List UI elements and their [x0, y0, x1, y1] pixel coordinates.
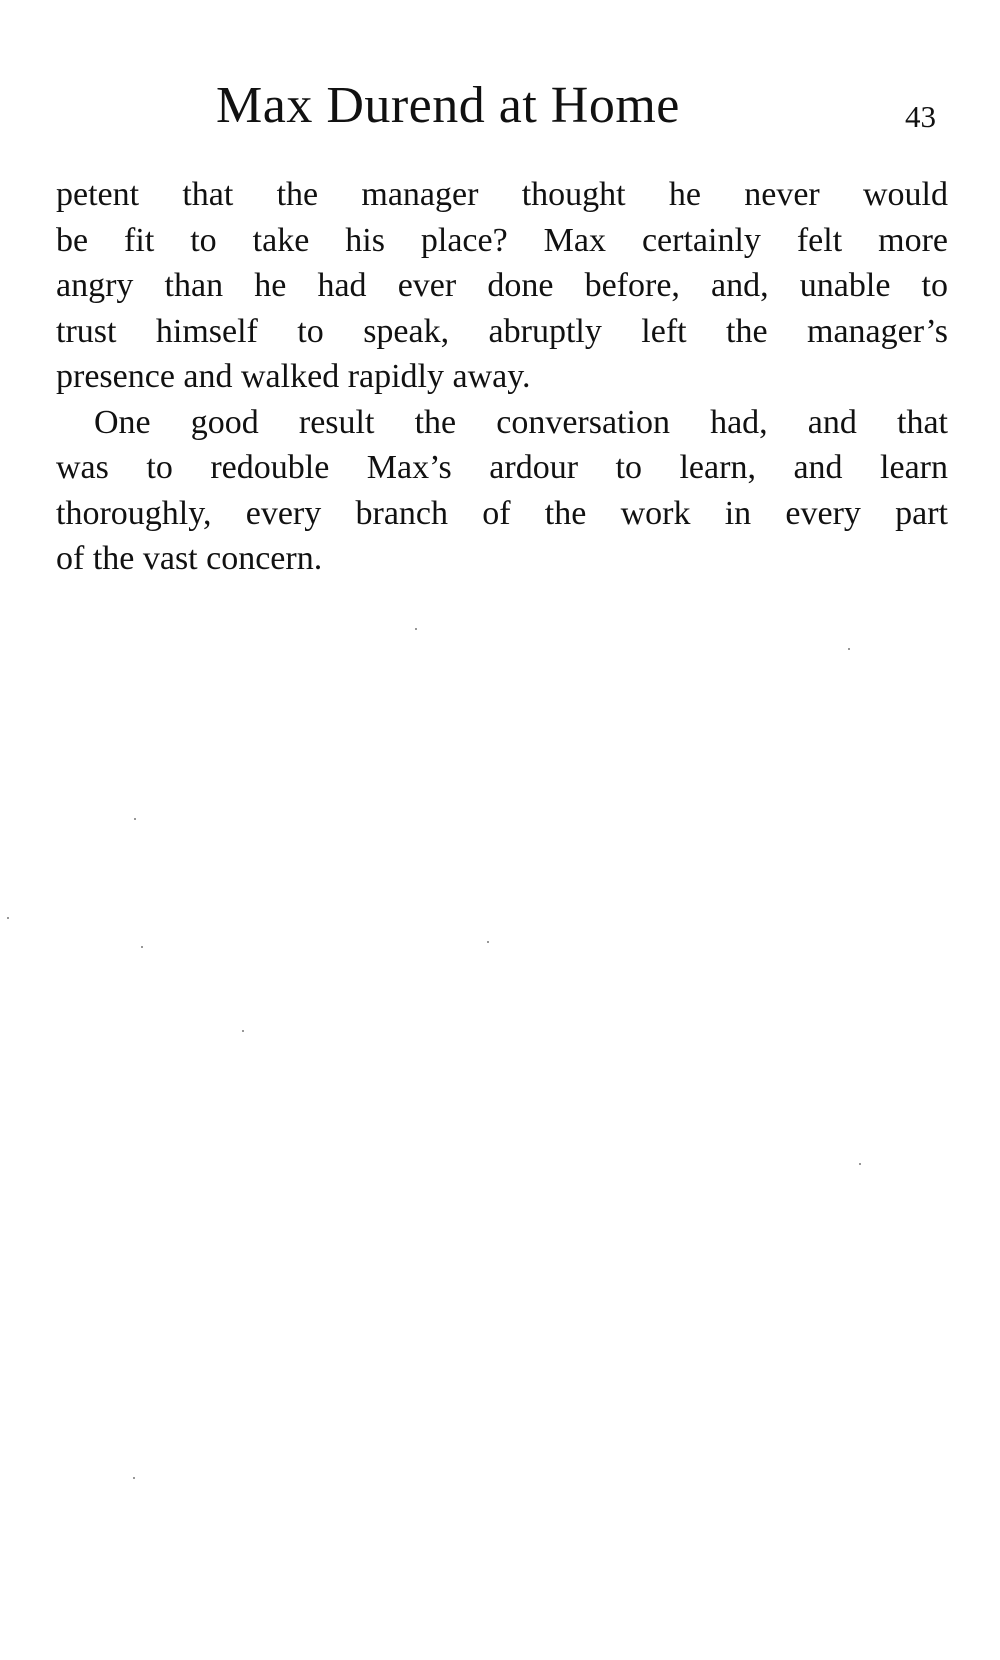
text-line: was to redouble Max’s ardour to learn, and learn	[56, 449, 948, 486]
scan-speck	[242, 1030, 244, 1032]
scan-speck	[7, 917, 9, 919]
body-text	[56, 172, 948, 582]
text-line: angry than he had ever done before, and, unable to	[56, 267, 948, 304]
text-line: One good result the conversation had, and that	[94, 403, 948, 441]
running-head	[0, 76, 1000, 146]
scan-speck	[141, 946, 143, 948]
scan-speck	[133, 1477, 135, 1479]
text-line: be fit to take his place? Max certainly felt more	[56, 221, 948, 259]
text-line: presence and walked rapidly away.	[56, 358, 531, 395]
text-line: of the vast concern.	[56, 540, 323, 577]
scan-speck	[134, 818, 136, 820]
text-line: trust himself to speak, abruptly left the manager’s	[56, 312, 948, 350]
text-line: petent that the manager thought he never would	[56, 176, 948, 213]
scan-speck	[487, 941, 489, 943]
text-line: thoroughly, every branch of the work in every part	[56, 494, 948, 532]
running-title: Max Durend at Home	[216, 77, 680, 134]
paragraph	[56, 400, 948, 582]
paragraph	[56, 172, 948, 400]
page-number: 43	[905, 99, 936, 134]
scan-speck	[848, 648, 850, 650]
scan-speck	[415, 628, 417, 630]
scan-speck	[859, 1163, 861, 1165]
